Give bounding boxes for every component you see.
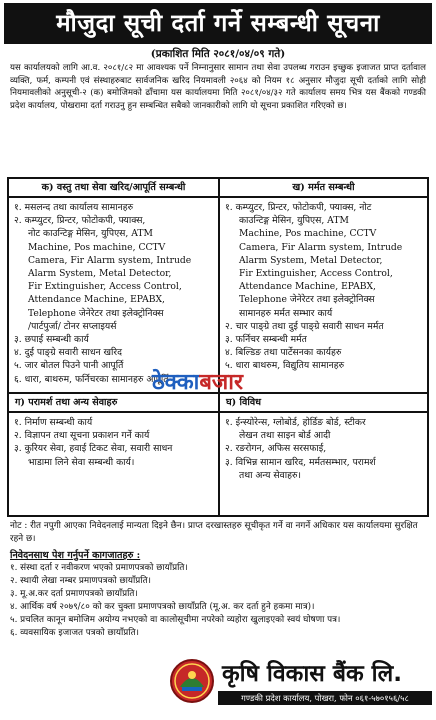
documents-heading: निवेदनसाथ पेश गर्नुपर्ने कागजातहरु : bbox=[10, 550, 141, 561]
section-c-list bbox=[9, 413, 218, 469]
section-c-heading: ग) परामर्श तथा अन्य सेवाहरु bbox=[9, 394, 218, 413]
list-item: Alarm System, Metal Detector, bbox=[239, 254, 383, 266]
list-item: ३. छपाई सम्बन्धी कार्य bbox=[14, 334, 89, 346]
list-item: Telephone जेनेरेटर तथा इलेक्ट्रोनिक्स bbox=[239, 294, 375, 306]
watermark-part2: बजार bbox=[199, 370, 243, 395]
list-item: ४. आर्थिक वर्ष २०७९/८० को कर चुक्ता प्रमाणपत्रको छायाँप्रति (मू.अ. कर दर्ता हुने हकमा मात्र)। bbox=[10, 602, 315, 612]
list-item: Attendance Machine, EPABX, bbox=[239, 281, 376, 293]
list-item: ३. मू.अ.कर दर्ता प्रमाणपत्रको छायाँप्रति। bbox=[10, 589, 138, 599]
list-item: ३. कुरियर सेवा, हवाई टिकट सेवा, सवारी साधन bbox=[14, 443, 173, 455]
watermark bbox=[152, 366, 243, 396]
list-item: ५. धारा बाथरुम, विद्युतिय सामानहरु bbox=[225, 360, 345, 372]
list-item: /पार्टपुर्जा/ टोनर सप्लाइयर्स bbox=[28, 320, 117, 332]
list-item: २. स्थायी लेखा नम्बर प्रमाणपत्रको छायाँप्रति। bbox=[10, 576, 151, 586]
intro-paragraph: यस कार्यालयको लागि आ.व. २०८१/८२ मा आवश्यक पर्ने निम्नानुसार सामान तथा सेवा उपलब्ध गराउन इच्छुक इजाजत प्राप्त दर्तावाल व्यक्ति, फर्म, कम्पनी एवं संस्थाहरुबाट सार्वजनिक खरिद नियमावली २०६४ को नियम १८ अनुसार मौजुदा सूची दर्ताको लागि सोही नियमावलीको अनुसूची-२ (क) बमोजिमको ढाँचामा यस कार्यालयमा मिति २०८१/०४/३२ गते कार्यालय समय भित्र यस बैंकको गण्डकी प्रदेश कार्यालय, पोखरामा दर्ता गराउनु हुन सम्बन्धित सबैको जानकारीको लागि यो सूचना प्रकाशित गरिएको छ। bbox=[10, 63, 426, 111]
list-item: २. चार पाङ्ग्रे तथा दुई पाङ्ग्रे सवारी साधन मर्मत bbox=[225, 320, 384, 332]
list-item: काउन्टिङ्ग मेसिन, युपिएस, ATM bbox=[239, 215, 349, 227]
list-item: Machine, Pos machine, CCTV bbox=[28, 241, 166, 253]
footer bbox=[0, 656, 436, 720]
list-item: Camera, Fir Alarm system, Intrude bbox=[239, 241, 403, 253]
section-a bbox=[9, 179, 218, 392]
section-b-list bbox=[220, 198, 427, 373]
list-item: नोट काउन्टिङ्ग मेसिन, युपिएस, ATM bbox=[28, 228, 153, 240]
list-item: २. विज्ञापन तथा सूचना प्रकाशन गर्ने कार्य bbox=[14, 430, 150, 442]
list-item: १. ईन्स्योरेन्स, ग्लोबोर्ड, होर्डिङ बोर्ड, स्टीकर bbox=[225, 417, 366, 428]
list-item: ६. धारा, बाथरुम, फर्निचरका सामानहरु आपूर्ति bbox=[14, 373, 169, 385]
list-item: २. रङरोगन, अफिस सरसफाई, bbox=[225, 443, 327, 455]
documents-list bbox=[10, 562, 428, 640]
notice-title: मौजुदा सूची दर्ता गर्ने सम्बन्धी सूचना bbox=[4, 3, 432, 44]
section-a-heading: क) वस्तु तथा सेवा खरिद/आपूर्ति सम्बन्धी bbox=[9, 179, 218, 198]
list-item: ५. जार बोतल पिउने पानी आपूर्ति bbox=[14, 360, 124, 372]
list-item: १. निर्माण सम्बन्धी कार्य bbox=[14, 417, 93, 428]
published-date: (प्रकाशित मिति २०८१/०४/०९ गते) bbox=[150, 48, 286, 60]
list-item: Fir Extinguisher, Access Control, bbox=[28, 281, 182, 293]
list-item: Alarm System, Metal Detector, bbox=[28, 268, 172, 280]
list-item: १. कम्प्युटर, प्रिन्टर, फोटोकपी, फ्याक्स, नोट bbox=[225, 202, 372, 213]
section-c bbox=[9, 394, 218, 515]
list-item: १. संस्था दर्ता र नवीकरण भएको प्रमाणपत्रको छायाँप्रति। bbox=[10, 563, 188, 573]
list-item: ४. बिल्डिङ तथा पार्टेसनका कार्यहरु bbox=[225, 347, 342, 359]
list-item: लेखन तथा साइन बोर्ड आदी bbox=[239, 430, 331, 442]
section-d bbox=[220, 394, 427, 515]
list-item: ५. प्रचलित कानून बमोजिम अयोग्य नभएको वा कालोसूचीमा नपरेको व्यहोरा खुलाइएको स्वयं घोषणा पत्र। bbox=[10, 615, 341, 625]
list-item: Machine, Pos machine, CCTV bbox=[239, 228, 377, 240]
list-item: Camera, Fir Alarm system, Intrude bbox=[28, 254, 192, 266]
list-item: १. मसलन्द तथा कार्यालय सामानहरु bbox=[14, 202, 134, 213]
list-item: ३. फर्निचर सम्बन्धी मर्मत bbox=[225, 334, 307, 346]
list-item: Telephone जेनेरेटर तथा इलेक्ट्रोनिक्स bbox=[28, 307, 164, 319]
office-address: गण्डकी प्रदेश कार्यालय, पोखरा, फोन ०६१-५७०१५६/५८ bbox=[218, 691, 432, 705]
list-item: Fir Extinguisher, Access Control, bbox=[239, 268, 393, 280]
list-item: ४. दुई पाङ्ग्रे सवारी साधन खरिद bbox=[14, 347, 123, 359]
list-item: तथा अन्य सेवाहरु। bbox=[239, 469, 301, 481]
list-item: Attendance Machine, EPABX, bbox=[28, 294, 165, 306]
section-d-list bbox=[220, 413, 427, 482]
list-item: २. कम्प्युटर, प्रिन्टर, फोटोकपी, फ्याक्स, bbox=[14, 215, 146, 227]
note-text: नोट : रीत नपुगी आएका निवेदनलाई मान्यता दिइने छैन। प्राप्त दरखास्तहरु सूचीकृत गर्ने वा नगर्ने अधिकार यस कार्यालयमा सुरक्षित रहने छ। bbox=[10, 521, 418, 544]
watermark-part1: ठेक्का bbox=[152, 370, 200, 395]
category-table bbox=[7, 177, 429, 517]
list-item: ६. व्यवसायिक इजाजत पत्रको छायाँप्रति। bbox=[10, 628, 139, 638]
section-d-heading: घ) विविध bbox=[220, 394, 427, 413]
section-b-heading: ख) मर्मत सम्बन्धी bbox=[220, 179, 427, 198]
list-item: भाडामा लिने सेवा सम्बन्धी कार्य। bbox=[28, 456, 135, 468]
section-a-list bbox=[9, 198, 218, 386]
section-b bbox=[220, 179, 427, 392]
bank-name: कृषि विकास बैंक लि. bbox=[222, 661, 402, 687]
list-item: ३. विभिन्न सामान खरिद, मर्मतसम्भार, परामर्श bbox=[225, 456, 376, 468]
bank-logo-icon bbox=[170, 659, 214, 703]
list-item: सामानहरु मर्मत सम्भार कार्य bbox=[239, 307, 333, 319]
